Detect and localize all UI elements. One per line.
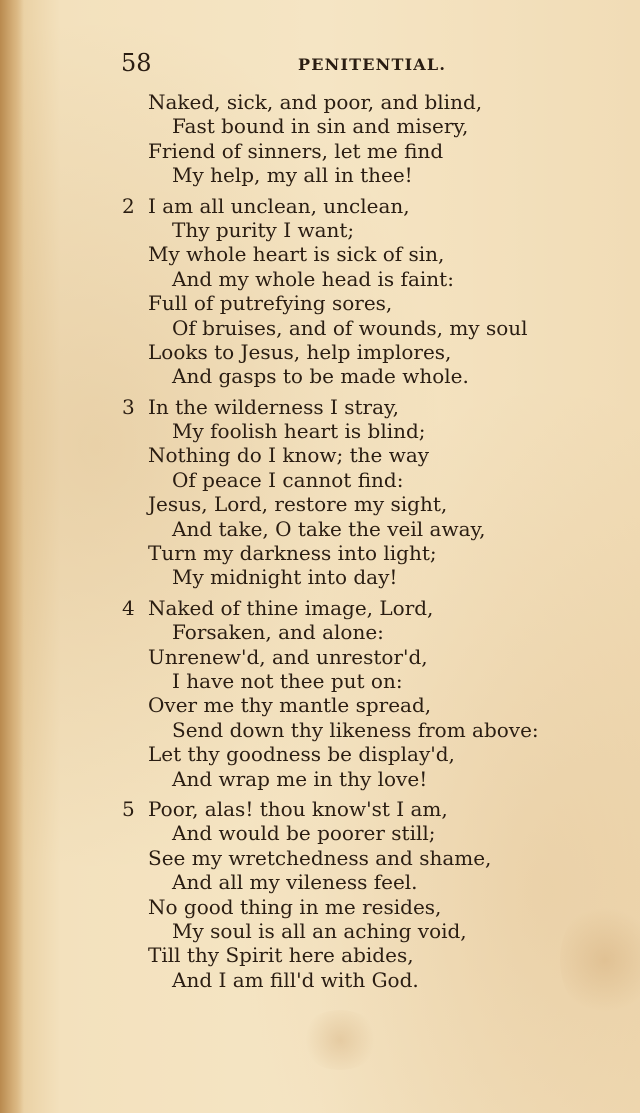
- stanza-number: 5: [122, 796, 135, 821]
- verse-line: [0, 419, 640, 443]
- verse-line: [0, 291, 640, 315]
- stanza: [0, 90, 640, 188]
- page-number: 58: [121, 49, 152, 77]
- verse-line: [0, 895, 640, 919]
- running-head: PENITENTIAL.: [298, 55, 447, 74]
- verse-line-text: Unrenew'd, and unrestor'd,: [148, 644, 428, 669]
- verse-line-text: Looks to Jesus, help implores,: [148, 339, 452, 364]
- verse-line: [0, 114, 640, 138]
- verse-line-text: Nothing do I know; the way: [148, 443, 430, 468]
- verse-line-text: Jesus, Lord, restore my sight,: [148, 492, 448, 517]
- page-header: [0, 48, 640, 82]
- verse-line: [0, 139, 640, 163]
- verse-line-text: My whole heart is sick of sin,: [148, 242, 445, 267]
- verse-line: [0, 565, 640, 589]
- verse-line: [0, 645, 640, 669]
- verse-line: [0, 943, 640, 967]
- verse-line: [0, 620, 640, 644]
- verse-line-text: Naked of thine image, Lord,: [148, 595, 434, 620]
- verse-line: [0, 395, 640, 419]
- verse-line-text: Let thy goodness be display'd,: [148, 742, 455, 767]
- verse-line: [0, 443, 640, 467]
- verse-line-text: Till thy Spirit here abides,: [148, 943, 414, 968]
- verse-line-text: In the wilderness I stray,: [148, 394, 400, 419]
- verse-line: [0, 541, 640, 565]
- verse-line-text: Friend of sinners, let me find: [148, 138, 444, 163]
- verse-line-text: My foolish heart is blind;: [172, 419, 426, 444]
- verse-line: [0, 492, 640, 516]
- verse-line-text: And all my vileness feel.: [172, 870, 418, 895]
- verse-line: [0, 742, 640, 766]
- stanza: [0, 797, 640, 992]
- verse-line-text: Naked, sick, and poor, and blind,: [148, 90, 483, 114]
- verse-line: [0, 669, 640, 693]
- verse-line: [0, 242, 640, 266]
- verse-line: [0, 468, 640, 492]
- verse-line-text: My help, my all in thee!: [172, 163, 413, 188]
- verse-line-text: Turn my darkness into light;: [148, 541, 437, 566]
- verse-line: [0, 718, 640, 742]
- verse-line: [0, 767, 640, 791]
- verse-line-text: And my whole head is faint:: [172, 266, 454, 291]
- stanza-number: 4: [122, 595, 135, 620]
- verse-line: [0, 797, 640, 821]
- verse-line: [0, 693, 640, 717]
- verse-line-text: Send down thy likeness from above:: [172, 717, 539, 742]
- stanza-number: 3: [122, 394, 135, 419]
- verse-line: [0, 846, 640, 870]
- verse-line-text: See my wretchedness and shame,: [148, 845, 492, 870]
- verse-line-text: I have not thee put on:: [172, 668, 403, 693]
- verse-line-text: My midnight into day!: [172, 565, 398, 590]
- verse-line: [0, 870, 640, 894]
- verse-line: [0, 364, 640, 388]
- verse-line-text: Of peace I cannot find:: [172, 467, 404, 492]
- verse-line: [0, 267, 640, 291]
- verse-line: [0, 218, 640, 242]
- verse-line-text: I am all unclean, unclean,: [148, 193, 410, 218]
- stanza: [0, 194, 640, 389]
- hymn-text: [0, 90, 640, 998]
- verse-line: [0, 919, 640, 943]
- verse-line-text: My soul is all an aching void,: [172, 918, 467, 943]
- stanza: [0, 395, 640, 590]
- verse-line: [0, 194, 640, 218]
- verse-line-text: And gasps to be made whole.: [172, 364, 469, 389]
- paper-stain: [300, 1010, 380, 1070]
- stanza-number: 2: [122, 193, 135, 218]
- verse-line: [0, 316, 640, 340]
- verse-line-text: Fast bound in sin and misery,: [172, 114, 469, 139]
- verse-line-text: Thy purity I want;: [172, 217, 355, 242]
- verse-line: [0, 163, 640, 187]
- verse-line-text: Over me thy mantle spread,: [148, 693, 432, 718]
- verse-line: [0, 821, 640, 845]
- verse-line-text: Full of putrefying sores,: [148, 291, 393, 316]
- verse-line: [0, 90, 640, 114]
- verse-line-text: Poor, alas! thou know'st I am,: [148, 796, 448, 821]
- verse-line-text: Of bruises, and of wounds, my soul: [172, 315, 528, 340]
- verse-line-text: And I am fill'd with God.: [172, 967, 419, 992]
- verse-line-text: And would be poorer still;: [172, 821, 436, 846]
- verse-line-text: And take, O take the veil away,: [172, 516, 486, 541]
- stanza: [0, 596, 640, 791]
- verse-line-text: No good thing in me resides,: [148, 894, 442, 919]
- verse-line: [0, 968, 640, 992]
- verse-line: [0, 517, 640, 541]
- verse-line-text: Forsaken, and alone:: [172, 620, 384, 645]
- verse-line-text: And wrap me in thy love!: [172, 766, 428, 791]
- verse-line: [0, 340, 640, 364]
- verse-line: [0, 596, 640, 620]
